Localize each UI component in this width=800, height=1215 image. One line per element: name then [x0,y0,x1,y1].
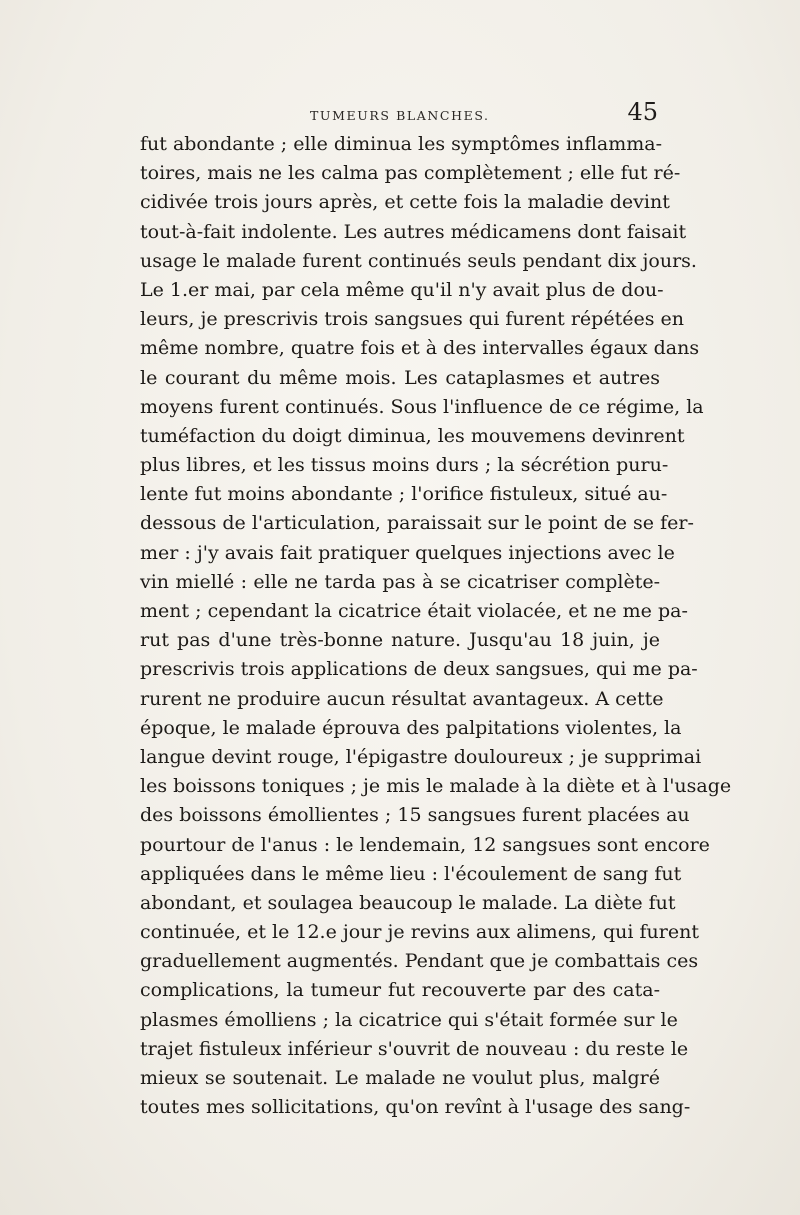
text-line: prescrivis trois applications de deux sangsues, qui me pa- [140,658,698,681]
text-line: trajet fistuleux inférieur s'ouvrit de nouveau : du reste le [140,1037,689,1060]
text-line: usage le malade furent continués seuls pendant dix jours. [140,249,697,272]
text-line: plasmes émolliens ; la cicatrice qui s'était formée sur le [140,1008,678,1031]
text-line: pourtour de l'anus : le lendemain, 12 sangsues sont encore [140,833,710,856]
page-header [140,98,660,132]
text-line: même nombre, quatre fois et à des intervalles égaux dans [140,337,700,360]
text-line: appliquées dans le même lieu : l'écoulement de sang fut [140,862,682,885]
text-line: leurs, je prescrivis trois sangsues qui furent répétées en [140,308,684,331]
text-line: rurent ne produire aucun résultat avantageux. A cette [140,687,664,710]
running-title: TUMEURS BLANCHES. [310,108,490,123]
text-line: continuée, et le 12.e jour je revins aux alimens, qui furent [140,921,699,944]
text-line: Le 1.er mai, par cela même qu'il n'y avait plus de dou- [140,278,664,301]
text-line: des boissons émollientes ; 15 sangsues furent placées au [140,804,690,827]
text-line: ment ; cependant la cicatrice était violacée, et ne me pa- [140,600,688,622]
text-line: vin miellé : elle ne tarda pas à se cicatriser complète- [140,570,660,593]
text-line: cidivée trois jours après, et cette fois la maladie devint [140,191,670,214]
body-text [140,130,732,1122]
text-line: complications, la tumeur fut recouverte par des cata- [140,979,660,1002]
text-line: mer : j'y avais fait pratiquer quelques injections avec le [140,541,675,564]
text-line: dessous de l'articulation, paraissait sur le point de se fer- [140,512,694,535]
text-line: tuméfaction du doigt diminua, les mouvemens devinrent [140,424,685,447]
text-line: plus libres, et les tissus moins durs ; la sécrétion puru- [140,454,669,477]
text-line: moyens furent continués. Sous l'influence de ce régime, la [140,395,704,418]
text-line: toires, mais ne les calma pas complètement ; elle fut ré- [140,162,681,185]
text-line: mieux se soutenait. Le malade ne voulut plus, malgré [140,1067,660,1089]
text-line: rut pas d'une très-bonne nature. Jusqu'au 18 juin, je [140,629,660,652]
text-line: abondant, et soulagea beaucoup le malade. La diète fut [140,891,676,914]
text-line: fut abondante ; elle diminua les symptômes inflamma- [140,133,663,155]
text-line: graduellement augmentés. Pendant que je combattais ces [140,950,699,973]
text-line: tout-à-fait indolente. Les autres médicamens dont faisait [140,220,687,243]
text-line: lente fut moins abondante ; l'orifice fistuleux, situé au- [140,483,668,506]
text-line: époque, le malade éprouva des palpitations violentes, la [140,716,682,739]
text-line: langue devint rouge, l'épigastre douloureux ; je supprimai [140,745,702,768]
text-line: toutes mes sollicitations, qu'on revînt à l'usage des sang- [140,1096,691,1119]
page-number: 45 [627,98,658,126]
text-line: le courant du même mois. Les cataplasmes et autres [140,366,660,389]
text-line: les boissons toniques ; je mis le malade à la diète et à l'usage [140,775,732,798]
